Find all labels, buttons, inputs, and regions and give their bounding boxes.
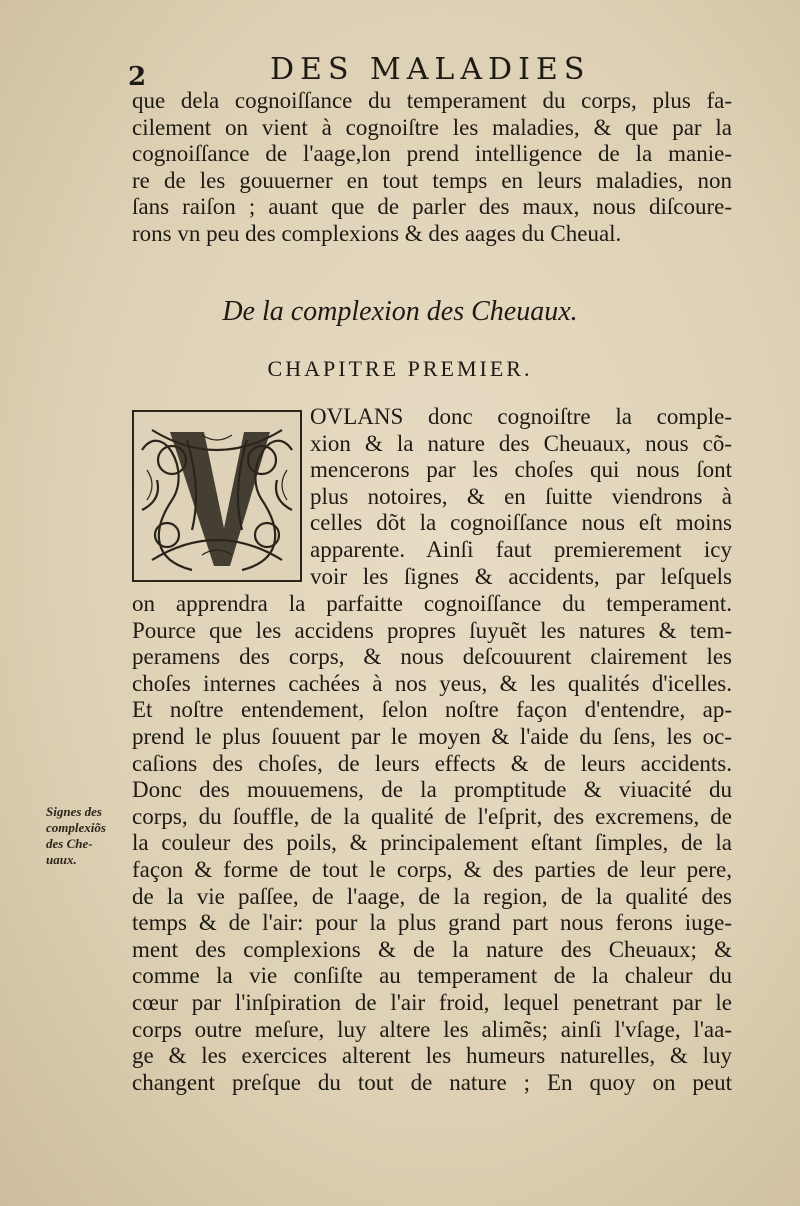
margin-note-line: des Che- — [46, 836, 93, 851]
chapter-opening-lines — [310, 404, 732, 590]
text-line: re de les gouuerner en tout temps en leurs maladies, non — [132, 167, 732, 193]
text-line: on apprendra la parfaitte cognoiſſance du temperament. — [132, 591, 732, 616]
text-line: Donc des mouuemens, de la promptitude & viuacité du — [132, 777, 732, 803]
text-line: changent preſque du tout de nature ; En quoy on peut — [132, 1069, 732, 1095]
margin-note — [46, 804, 126, 868]
text-line: Et noſtre entendement, ſelon noſtre façon d'entendre, ap- — [132, 697, 732, 723]
text-line: voir les ſignes & accidents, par leſquels — [310, 563, 732, 589]
text-line: rons vn peu des complexions & des aages du Cheual. — [132, 220, 622, 246]
text-line: prend le plus ſouuent par le moyen & l'aide du ſens, les oc- — [132, 723, 732, 749]
section-title: De la complexion des Cheuaux. — [222, 296, 578, 327]
text-line: corps, du ſouffle, de la qualité de l'eſprit, des excremens, de — [132, 803, 732, 829]
margin-note-line: Signes des — [46, 804, 102, 819]
running-head: DES MALADIES — [270, 52, 591, 87]
text-line: la couleur des poils, & principalement eſtant ſimples, de la — [132, 830, 732, 856]
drop-cap-letter-icon — [132, 410, 302, 582]
text-line: de la vie paſſee, de l'aage, de la region, de la qualité des — [132, 883, 732, 909]
text-line: cilement on vient à cognoiſtre les maladies, & que par la — [132, 114, 732, 140]
text-line: plus notoires, & en ſuitte viendrons à — [310, 483, 732, 509]
text-line: ment des complexions & de la nature des Cheuaux; & — [132, 936, 732, 962]
main-paragraph — [132, 591, 732, 1096]
text-line: caſions des choſes, de leurs effects & de leurs accidents. — [132, 750, 732, 776]
margin-note-line: complexiõs — [46, 820, 106, 835]
text-line: que dela cognoiſſance du temperament du corps, plus fa- — [132, 88, 732, 113]
margin-note-line: uaux. — [46, 852, 77, 867]
text-line: comme la vie conſiſte au temperament de la chaleur du — [132, 963, 732, 989]
chapter-title: CHAPITRE PREMIER. — [267, 356, 533, 381]
text-line: xion & la nature des Cheuaux, nous cõ- — [310, 430, 732, 456]
page-number: 2 — [128, 62, 147, 92]
text-line: corps outre meſure, luy altere les alimẽs; ainſi l'vſage, l'aa- — [132, 1016, 732, 1042]
text-line: OVLANS donc cognoiſtre la comple- — [310, 404, 732, 429]
text-line: peramens des corps, & nous deſcouurent clairement les — [132, 644, 732, 670]
text-line: choſes internes cachées à nos yeus, & les qualités d'icelles. — [132, 670, 732, 696]
text-line: Pource que les accidens propres ſuyuẽt les natures & tem- — [132, 617, 732, 643]
text-line: cœur par l'inſpiration de l'air froid, lequel penetrant par le — [132, 989, 732, 1015]
text-line: cognoiſſance de l'aage,lon prend intelligence de la manie- — [132, 141, 732, 167]
ornamental-drop-cap — [132, 410, 302, 582]
text-line: temps & de l'air: pour la plus grand part nous ferons iuge- — [132, 910, 732, 936]
text-line: façon & forme de tout le corps, & des parties de leur pere, — [132, 856, 732, 882]
text-line: apparente. Ainſi faut premierement icy — [310, 536, 732, 562]
intro-paragraph — [132, 88, 732, 248]
text-line: ge & les exercices alterent les humeurs naturelles, & luy — [132, 1043, 732, 1069]
text-line: ſans raiſon ; auant que de parler des maux, nous diſcoure- — [132, 194, 732, 220]
text-line: celles dõt la cognoiſſance nous eſt moins — [310, 510, 732, 536]
text-line: mencerons par les choſes qui nous ſont — [310, 457, 732, 483]
